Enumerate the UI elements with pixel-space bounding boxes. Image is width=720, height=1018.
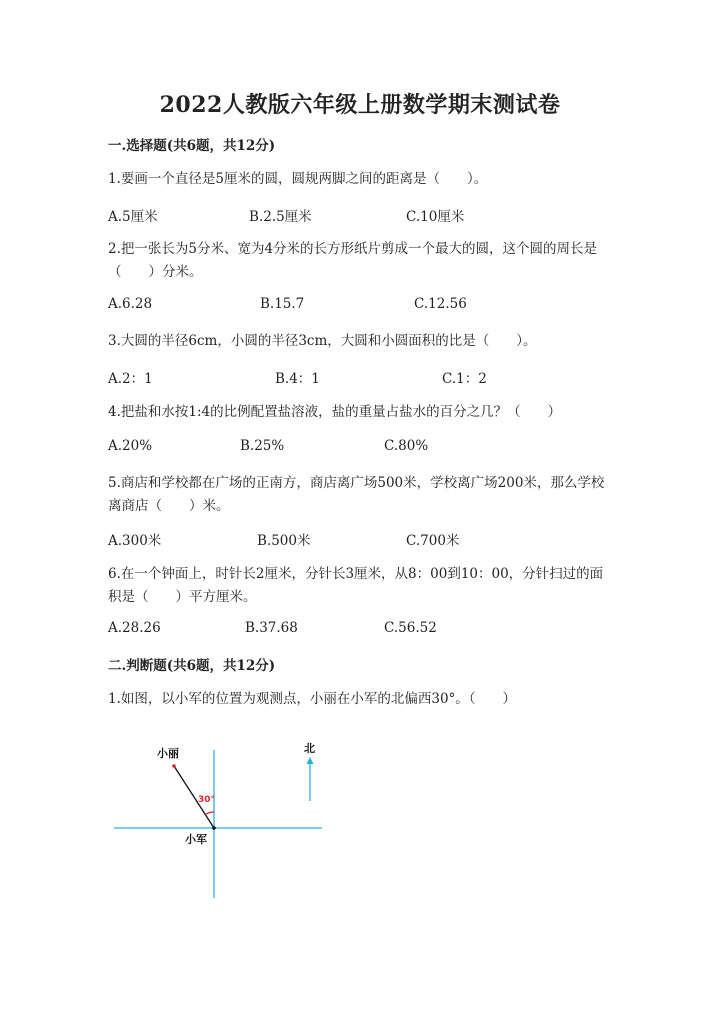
question-1-option-c: C.10厘米	[406, 209, 465, 225]
section-heading-choice: 一.选择题(共6题，共12分)	[108, 138, 276, 154]
question-4-option-c: C.80%	[384, 438, 429, 454]
question-3-option-b: B.4：1	[275, 371, 320, 387]
xiaojun-label: 小军	[185, 833, 207, 846]
question-6-option-a: A.28.26	[108, 620, 161, 636]
question-3-text: 3.大圆的半径6cm，小圆的半径3cm，大圆和小圆面积的比是（ ）。	[108, 333, 537, 349]
direction-diagram	[110, 735, 330, 905]
question-2-option-c: C.12.56	[414, 296, 467, 312]
question-2-option-a: A.6.28	[108, 296, 153, 312]
north-arrow-head	[307, 757, 314, 764]
question-6-option-c: C.56.52	[384, 620, 437, 636]
question-1-text: 1.要画一个直径是5厘米的圆，圆规两脚之间的距离是（ ）。	[108, 171, 488, 187]
question-1-option-a: A.5厘米	[108, 209, 158, 225]
question-1-option-b: B.2.5厘米	[249, 209, 312, 225]
xiaojun-point	[212, 826, 216, 830]
judgement-question-1-text: 1.如图，以小军的位置为观测点，小丽在小军的北偏西30°。（ ）	[108, 691, 517, 707]
question-2-option-b: B.15.7	[260, 296, 305, 312]
question-4-text: 4.把盐和水按1:4的比例配置盐溶液，盐的重量占盐水的百分之几？（ ）	[108, 404, 562, 420]
xiaoli-point	[172, 764, 176, 768]
xiaoli-label: 小丽	[157, 747, 179, 760]
question-5-option-b: B.500米	[257, 533, 311, 549]
angle-arc	[205, 812, 214, 815]
question-5-option-a: A.300米	[108, 533, 162, 549]
north-label: 北	[304, 742, 315, 755]
question-5-option-c: C.700米	[406, 533, 460, 549]
question-5-text: 5.商店和学校都在广场的正南方，商店离广场500米，学校离广场200米，那么学校离商店（ ）米。	[108, 475, 605, 514]
question-6-option-b: B.37.68	[245, 620, 298, 636]
question-4-option-b: B.25%	[240, 438, 285, 454]
question-3-option-a: A.2：1	[108, 371, 153, 387]
page-title: 2022人教版六年级上册数学期末测试卷	[159, 92, 561, 118]
question-2-text: 2.把一张长为5分米、宽为4分米的长方形纸片剪成一个最大的圆，这个圆的周长是（ ）分米。	[108, 241, 598, 280]
section-heading-judgement: 二.判断题(共6题，共12分)	[108, 658, 276, 674]
question-6-text: 6.在一个钟面上，时针长2厘米，分针长3厘米，从8：00到10：00，分针扫过的面积是（ ）平方厘米。	[108, 566, 604, 605]
question-3-option-c: C.1：2	[442, 371, 487, 387]
question-4-option-a: A.20%	[108, 438, 153, 454]
angle-label: 30°	[198, 795, 216, 805]
